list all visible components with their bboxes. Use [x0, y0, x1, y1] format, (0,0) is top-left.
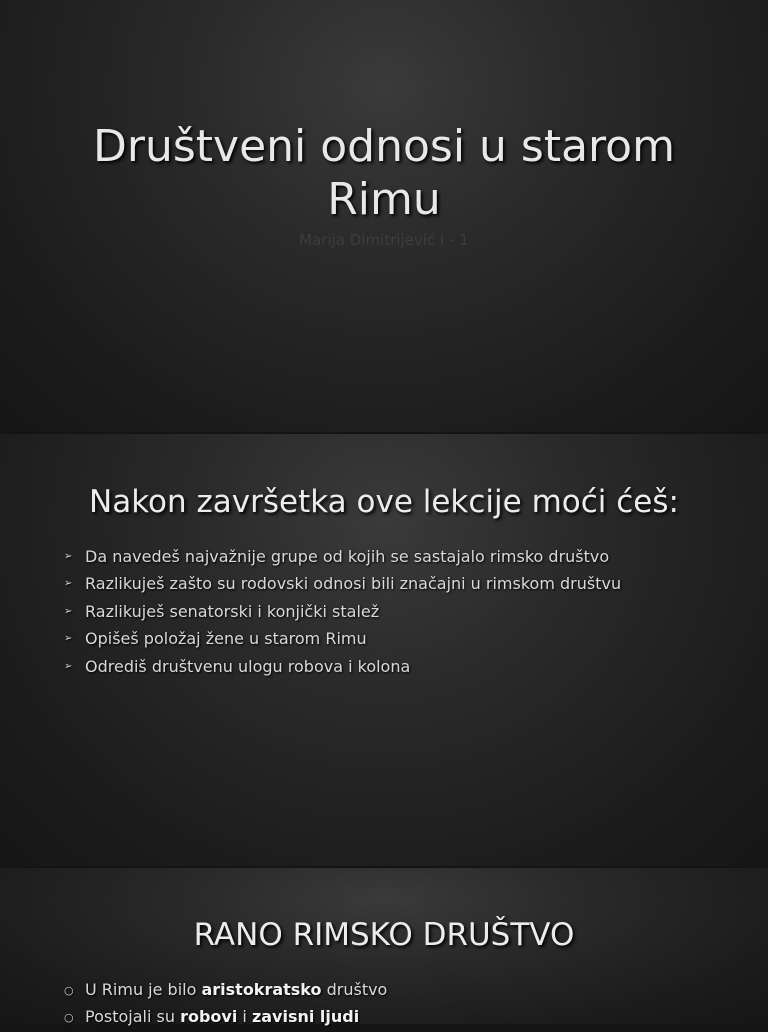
list-item: ➢ Da navedeš najvažnije grupe od kojih se sastajalo rimsko društvo — [64, 543, 748, 570]
arrow-bullet-icon: ➢ — [64, 605, 73, 617]
title-line-2: Rimu — [327, 174, 441, 225]
arrow-bullet-icon: ➢ — [64, 633, 73, 645]
early-roman-society-slide — [0, 868, 768, 1027]
objectives-list — [64, 543, 748, 680]
list-item: ○ Postojali su robovi i zavisni ljudi — [64, 1003, 748, 1030]
list-item: ➢ Razlikuješ senatorski i konjički stalež — [64, 598, 748, 625]
circle-bullet-icon: ○ — [64, 1011, 74, 1025]
title-slide — [0, 0, 768, 432]
slide-heading: Nakon završetka ove lekcije moći ćeš: — [89, 484, 679, 520]
author-subtitle: Marija Dimitrijević I - 1 — [299, 231, 469, 249]
list-item: ○ U Rimu je bilo aristokratsko društvo — [64, 976, 748, 1003]
arrow-bullet-icon: ➢ — [64, 578, 73, 590]
arrow-bullet-icon: ➢ — [64, 551, 73, 562]
circle-bullet-icon: ○ — [64, 984, 74, 997]
objectives-slide — [0, 434, 768, 866]
list-item: ➢ Razlikuješ zašto su rodovski odnosi bili značajni u rimskom društvu — [64, 570, 748, 597]
slide-heading: RANO RIMSKO DRUŠTVO — [193, 917, 575, 953]
content-list — [64, 976, 748, 1031]
arrow-bullet-icon: ➢ — [64, 660, 73, 672]
title-line-1: Društveni odnosi u starom — [93, 121, 675, 172]
presentation-title — [60, 120, 708, 226]
list-item: ➢ Opišeš položaj žene u starom Rimu — [64, 625, 748, 652]
list-item: ➢ Odrediš društvenu ulogu robova i kolona — [64, 653, 748, 680]
